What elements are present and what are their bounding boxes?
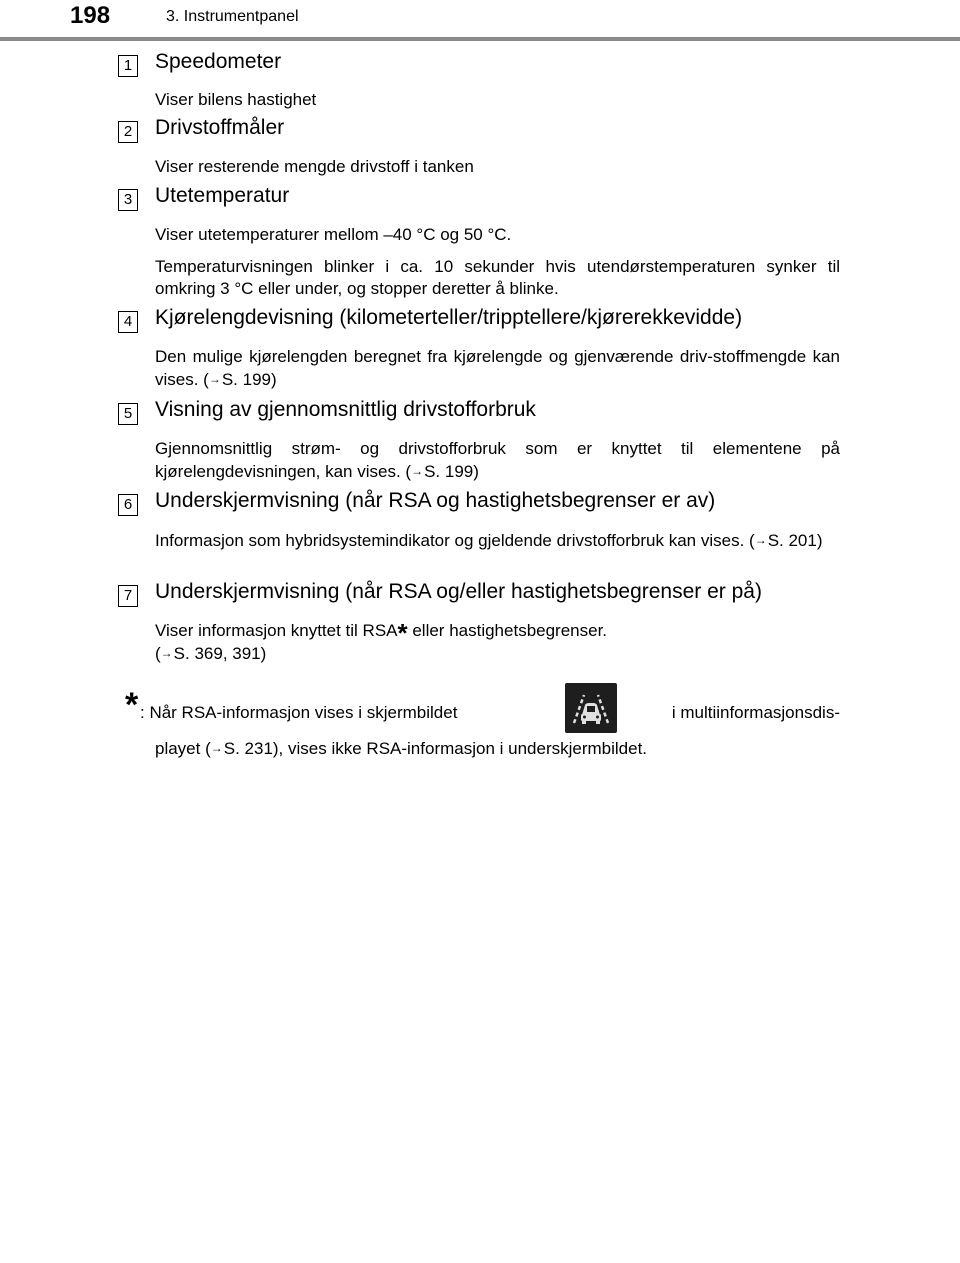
item-number: 4 — [118, 311, 138, 333]
footnote-marker[interactable]: * — [397, 618, 408, 648]
item-number: 2 — [118, 121, 138, 143]
footnote-star: * — [125, 686, 139, 724]
item-description: Viser resterende mengde drivstoff i tanken — [155, 157, 474, 176]
header-rule — [0, 37, 960, 41]
rsa-road-sign-car-icon — [565, 683, 617, 733]
page-reference[interactable]: S. 369, 391) — [173, 644, 267, 663]
item-description: Viser informasjon knyttet til RSA* eller hastighetsbegrenser. (→S. 369, 391) — [155, 618, 608, 663]
item-title: Underskjermvisning (når RSA og/eller hastighetsbegrenser er på) — [155, 580, 762, 603]
arrow-right-icon: → — [754, 533, 767, 547]
item-title: Kjørelengdevisning (kilometerteller/tripptellere/kjørerekkevidde) — [155, 306, 743, 329]
item-number: 3 — [118, 189, 138, 211]
footnote-line-1: : Når RSA-informasjon vises i skjermbildet i multiinformasjonsdis- — [140, 703, 840, 722]
item-title: Utetemperatur — [155, 184, 290, 207]
page-number: 198 — [70, 2, 111, 29]
page-reference[interactable]: S. 201) — [767, 531, 823, 550]
chapter-title: 3. Instrumentpanel — [166, 8, 299, 25]
item-description: Informasjon som hybridsystemindikator og gjeldende drivstofforbruk kan vises. (→S. 201) — [155, 531, 823, 550]
item-description: Viser bilens hastighet — [155, 90, 317, 109]
item-title: Speedometer — [155, 50, 282, 73]
arrow-right-icon: → — [160, 646, 173, 660]
item-number: 1 — [118, 55, 138, 77]
item-title: Drivstoffmåler — [155, 116, 285, 139]
page-reference[interactable]: S. 199) — [221, 370, 277, 389]
item-description: Den mulige kjørelengden beregnet fra kjørelengde og gjenværende driv-stoffmengde kan vises. (→S. 199) — [155, 347, 840, 389]
item-title: Visning av gjennomsnittlig drivstofforbruk — [155, 398, 536, 421]
item-title: Underskjermvisning (når RSA og hastighetsbegrenser er av) — [155, 489, 716, 512]
page-reference[interactable]: S. 199) — [424, 462, 479, 481]
footnote-line-2: playet (→S. 231), vises ikke RSA-informasjon i underskjermbildet. — [155, 739, 648, 758]
arrow-right-icon: → — [210, 741, 223, 755]
item-description-2: Temperaturvisningen blinker i ca. 10 sekunder hvis utendørstemperaturen synker til omkring 3 °C eller under, og stopper deretter å blinke. — [155, 257, 840, 298]
item-number: 5 — [118, 403, 138, 425]
arrow-right-icon: → — [208, 372, 221, 386]
arrow-right-icon: → — [411, 464, 424, 478]
item-number: 6 — [118, 494, 138, 516]
item-description: Viser utetemperaturer mellom –40 °C og 50 °C. — [155, 225, 512, 244]
page-reference[interactable]: S. 231), vises ikke RSA-informasjon i underskjermbildet. — [223, 739, 648, 758]
item-description: Gjennomsnittlig strøm- og drivstofforbruk som er knyttet til elementene på kjørelengdevisningen, kan vises. (→S. 199) — [155, 439, 840, 481]
item-number: 7 — [118, 585, 138, 607]
